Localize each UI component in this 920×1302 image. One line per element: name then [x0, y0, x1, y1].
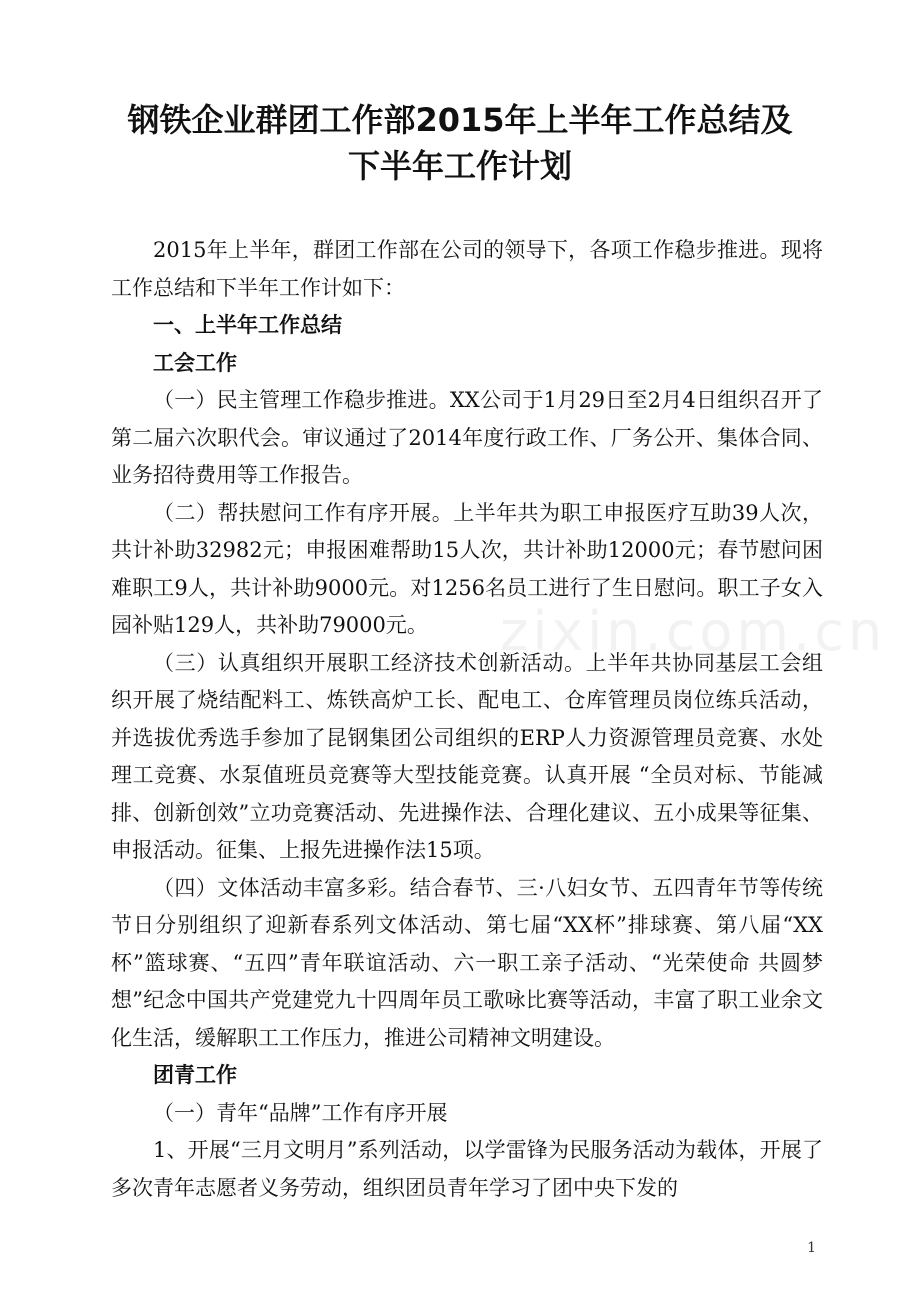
- document-body: [111, 232, 823, 1207]
- paragraph-civility-month: 1、开展“三月文明月”系列活动，以学雷锋为民服务活动为载体，开展了多次青年志愿者义务劳动，组织团员青年学习了团中央下发的: [111, 1138, 823, 1200]
- document-title-line2: 下半年工作计划: [347, 147, 572, 185]
- page-number: 1: [807, 1240, 816, 1256]
- document-title-line1: 钢铁企业群团工作部2015年上半年工作总结及: [127, 101, 793, 139]
- subsection-heading-youth: 团青工作: [153, 1063, 237, 1087]
- paragraph-youth-brand: （一）青年“品牌”工作有序开展: [153, 1100, 448, 1125]
- section-heading-summary: 一、上半年工作总结: [153, 313, 342, 337]
- subsection-heading-union: 工会工作: [153, 350, 237, 375]
- paragraph-democratic-management: （一）民主管理工作稳步推进。XX公司于1月29日至2月4日组织召开了第二届六次职代会。审议通过了2014年度行政工作、厂务公开、集体合同、业务招待费用等工作报告。: [111, 388, 823, 487]
- intro-paragraph: 2015年上半年，群团工作部在公司的领导下，各项工作稳步推进。现将工作总结和下半年工作计如下：: [111, 238, 823, 300]
- paragraph-culture-sports: （四）文体活动丰富多彩。结合春节、三·八妇女节、五四青年节等传统节日分别组织了迎新春系列文体活动、第七届“XX杯”排球赛、第八届“XX杯”篮球赛、“五四”青年联谊活动、六一职工亲子活动、“光荣使命 共圆梦想”纪念中国共产党建党九十四周年员工歌咏比赛等活动，丰富了职工业余文化生活，缓解职工工作压力，推进公司精神文明建设。: [111, 875, 823, 1050]
- watermark: zixin.com.cn: [500, 600, 887, 663]
- paragraph-innovation: （三）认真组织开展职工经济技术创新活动。上半年共协同基层工会组织开展了烧结配料工、炼铁高炉工长、配电工、仓库管理员岗位练兵活动，并选拔优秀选手参加了昆钢集团公司组织的ERP人力资源管理员竞赛、水处理工竞赛、水泵值班员竞赛等大型技能竞赛。认真开展 “全员对标、节能减排、创新创效”立功竞赛活动、先进操作法、合理化建议、五小成果等征集、申报活动。征集、上报先进操作法15项。: [111, 650, 823, 862]
- paragraph-assistance: （二）帮扶慰问工作有序开展。上半年共为职工申报医疗互助39人次，共计补助32982元；申报困难帮助15人次，共计补助12000元；春节慰问困难职工9人，共计补助9000元。对1256名员工进行了生日慰问。职工子女入园补贴129人，共补助79000元。: [111, 500, 823, 637]
